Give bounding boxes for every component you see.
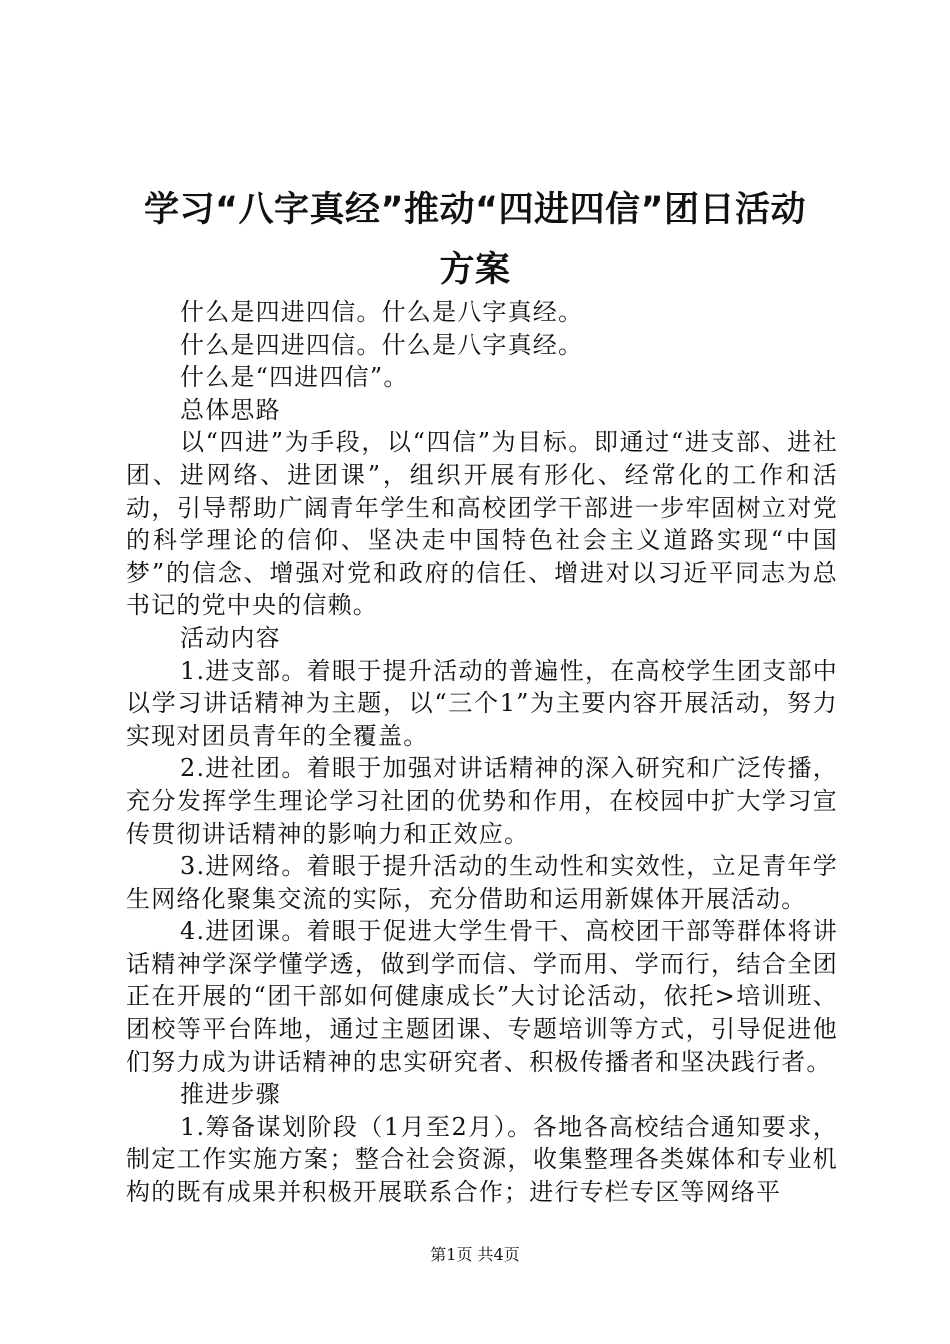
document-title-line-1: 学习“八字真经”推动“四进四信”团日活动	[143, 190, 806, 230]
section-heading-activity-content: 活动内容	[180, 623, 281, 652]
paragraph: 什么是四进四信。什么是八字真经。	[180, 330, 584, 359]
paragraph: 3.进网络。着眼于提升活动的生动性和实效性，立足青年学生网络化聚集交流的实际，充分借助和运用新媒体开展活动。	[126, 852, 838, 913]
page-number-footer: 第1页 共4页	[430, 1245, 520, 1264]
document-body	[126, 296, 838, 1209]
paragraph: 以“四进”为手段，以“四信”为目标。即通过“进支部、进社团、进网络、进团课”，组织开展有形化、经常化的工作和活动，引导帮助广阔青年学生和高校团学干部进一步牢固树立对党的科学理论的信仰、坚决走中国特色社会主义道路实现“中国梦”的信念、增强对党和政府的信任、增进对以习近平同志为总书记的党中央的信赖。	[126, 428, 838, 620]
paragraph: 4.进团课。着眼于促进大学生骨干、高校团干部等群体将讲话精神学深学懂学透，做到学而信、学而用、学而行，结合全团正在开展的“团干部如何健康成长”大讨论活动，依托>培训班、团校等平台阵地，通过主题团课、专题培训等方式，引导促进他们努力成为讲话精神的忠实研究者、积极传播者和坚决践行者。	[126, 917, 838, 1076]
paragraph: 1.进支部。着眼于提升活动的普遍性，在高校学生团支部中以学习讲话精神为主题，以“三个1”为主要内容开展活动，努力实现对团员青年的全覆盖。	[126, 656, 838, 750]
section-heading-overall-idea: 总体思路	[180, 395, 281, 424]
paragraph: 什么是“四进四信”。	[180, 363, 409, 392]
paragraph: 什么是四进四信。什么是八字真经。	[180, 298, 584, 326]
paragraph: 1.筹备谋划阶段（1月至2月）。各地各高校结合通知要求，制定工作实施方案；整合社会资源，收集整理各类媒体和专业机构的既有成果并积极开展联系合作；进行专栏专区等网络平	[126, 1112, 838, 1207]
paragraph: 2.进社团。着眼于加强对讲话精神的深入研究和广泛传播，充分发挥学生理论学习社团的优势和作用，在校园中扩大学习宣传贯彻讲话精神的影响力和正效应。	[126, 754, 838, 848]
document-title-line-2: 方案	[439, 250, 511, 290]
section-heading-steps: 推进步骤	[180, 1080, 281, 1109]
